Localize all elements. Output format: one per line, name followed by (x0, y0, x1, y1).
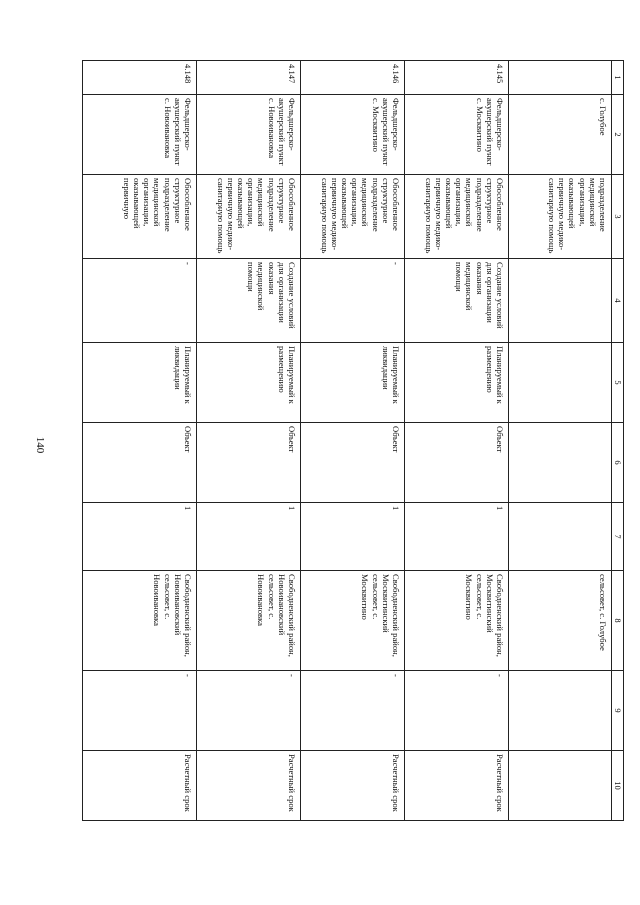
column-header: 10 (612, 751, 624, 821)
table-row (197, 61, 301, 821)
cell-status: Планируемый к ликвидации (83, 343, 197, 423)
cell-purpose: Создание условий для организации оказания медицинской помощи (197, 259, 301, 343)
cell-zone (509, 671, 612, 751)
cell-term: Расчетный срок (197, 751, 301, 821)
cell-zone: - (405, 671, 509, 751)
table-row (301, 61, 405, 821)
column-header: 5 (612, 343, 624, 423)
column-header: 8 (612, 571, 624, 671)
cell-name: Фельдшерско-акушерский пункт с. Новоивановка (197, 95, 301, 175)
cell-zone: - (83, 671, 197, 751)
cell-number (509, 61, 612, 95)
cell-location: Свободненский район, Москвитинский сельсовет, с. Москвитино (405, 571, 509, 671)
data-table (82, 60, 624, 821)
cell-location: Свободненский район, Новоивановский сельсовет, с. Новоивановка (197, 571, 301, 671)
cell-name: с. Голубое (509, 95, 612, 175)
cell-type: Обособленное структурное подразделение медицинской организации, оказывающей первичную медико-санитарную помощь (405, 175, 509, 259)
cell-term: Расчетный срок (405, 751, 509, 821)
cell-status: Планируемый к размещению (405, 343, 509, 423)
cell-purpose: Создание условий для организации оказания медицинской помощи (405, 259, 509, 343)
cell-term: Расчетный срок (83, 751, 197, 821)
cell-quantity: 1 (301, 503, 405, 571)
cell-zone: - (197, 671, 301, 751)
cell-unit: Объект (197, 423, 301, 503)
cell-quantity: 1 (197, 503, 301, 571)
cell-purpose: - (301, 259, 405, 343)
cell-name: Фельдшерско-акушерский пункт с. Новоивановка (83, 95, 197, 175)
cell-purpose: - (83, 259, 197, 343)
column-header: 1 (612, 61, 624, 95)
cell-number: 4.146 (301, 61, 405, 95)
cell-status (509, 343, 612, 423)
cell-unit: Объект (301, 423, 405, 503)
cell-purpose (509, 259, 612, 343)
cell-quantity (509, 503, 612, 571)
cell-zone: - (301, 671, 405, 751)
cell-quantity: 1 (83, 503, 197, 571)
table-header-row (612, 61, 624, 821)
cell-location: Свободненский район, Москвитинский сельсовет, с. Москвитино (301, 571, 405, 671)
table-row (405, 61, 509, 821)
cell-status: Планируемый к размещению (197, 343, 301, 423)
column-header: 2 (612, 95, 624, 175)
cell-name: Фельдшерско-акушерский пункт с. Москвитино (301, 95, 405, 175)
cell-unit: Объект (405, 423, 509, 503)
cell-number: 4.147 (197, 61, 301, 95)
cell-unit (509, 423, 612, 503)
cell-type: Обособленное структурное подразделение медицинской организации, оказывающей первичную медико-санитарную помощь (301, 175, 405, 259)
table-row (509, 61, 612, 821)
rotated-table-wrapper (87, 60, 624, 820)
cell-type: Обособленное структурное подразделение медицинской организации, оказывающей первичную (83, 175, 197, 259)
cell-location: сельсовет, с. Голубое (509, 571, 612, 671)
cell-type: Обособленное структурное подразделение медицинской организации, оказывающей первичную медико-санитарную помощь (197, 175, 301, 259)
cell-number: 4.145 (405, 61, 509, 95)
column-header: 4 (612, 259, 624, 343)
cell-type: подразделение медицинской организации, оказывающей первичную медико-санитарную помощь (509, 175, 612, 259)
cell-number: 4.148 (83, 61, 197, 95)
cell-status: Планируемый к ликвидации (301, 343, 405, 423)
cell-unit: Объект (83, 423, 197, 503)
column-header: 7 (612, 503, 624, 571)
cell-location: Свободненский район, Новоивановский сельсовет, с. Новоивановка (83, 571, 197, 671)
cell-term: Расчетный срок (301, 751, 405, 821)
column-header: 6 (612, 423, 624, 503)
page-number: 140 (34, 436, 46, 454)
table-row (83, 61, 197, 821)
column-header: 9 (612, 671, 624, 751)
cell-term (509, 751, 612, 821)
column-header: 3 (612, 175, 624, 259)
cell-quantity: 1 (405, 503, 509, 571)
cell-name: Фельдшерско-акушерский пункт с. Москвитино (405, 95, 509, 175)
